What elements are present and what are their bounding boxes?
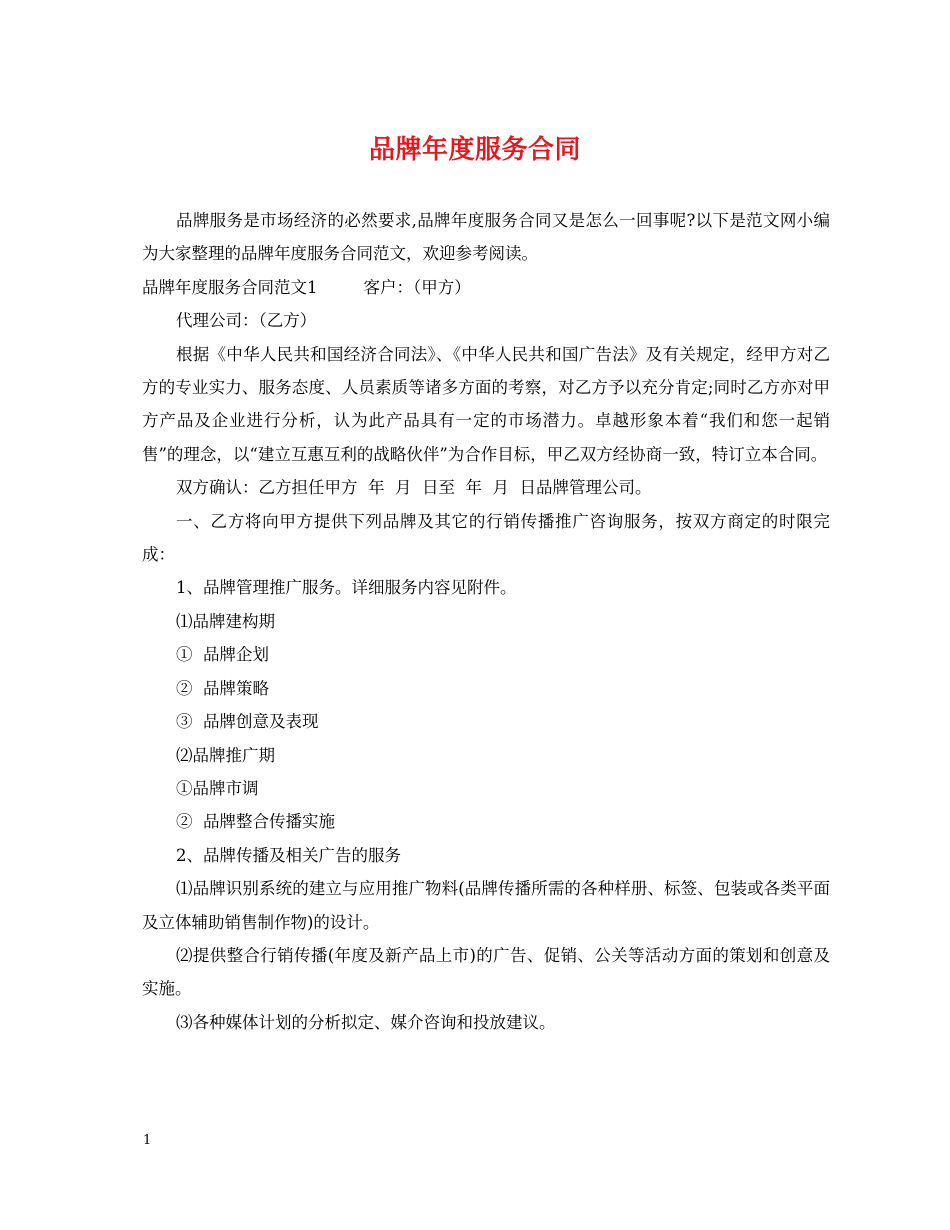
confirm-paragraph: 双方确认：乙方担任甲方 年 月 日至 年 月 日品牌管理公司。 [176,478,652,498]
clause-one: 一、乙方将向甲方提供下列品牌及其它的行销传播推广咨询服务，按双方商定的时限完成： [142,511,830,565]
list-item: ⑵品牌推广期 [176,745,275,765]
page-number: 1 [143,1133,152,1148]
sample-heading: 品牌年度服务合同范文1 [142,277,318,297]
basis-paragraph: 根据《中华人民共和国经济合同法》、《中华人民共和国广告法》及有关规定，经甲方对乙方的专业实力、服务态度、人员素质等诸多方面的考察，对乙方予以充分肯定;同时乙方亦对甲方产品及企业进行分析，认为此产品具有一定的市场潜力。卓越形象本着“我们和您一起销售”的理念，以“建立互惠互利的战略伙伴”为合作目标，甲乙双方经协商一致，特订立本合同。 [142,344,830,464]
list-item: ⑵提供整合行销传播(年度及新产品上市)的广告、促销、公关等活动方面的策划和创意及实施。 [142,945,830,999]
list-item: ③ 品牌创意及表现 [176,712,319,732]
list-item: 2、品牌传播及相关广告的服务 [176,845,401,865]
list-item: 1、品牌管理推广服务。详细服务内容见附件。 [176,578,517,598]
list-item: ⑴品牌识别系统的建立与应用推广物料(品牌传播所需的各种样册、标签、包装或各类平面及立体辅助销售制作物)的设计。 [142,879,830,932]
agency-party: 代理公司：（乙方） [176,311,317,331]
document-title: 品牌年度服务合同 [368,135,581,165]
list-item: ⑶各种媒体计划的分析拟定、媒介咨询和投放建议。 [176,1012,556,1032]
list-item: ①品牌市调 [176,778,259,798]
sample-heading-line [142,271,830,304]
list-item: ⑴品牌建构期 [176,611,275,631]
client-party: 客户：（甲方） [363,277,471,297]
list-item: ① 品牌企划 [176,645,269,665]
document-body [142,204,830,1039]
intro-paragraph: 品牌服务是市场经济的必然要求,品牌年度服务合同又是怎么一回事呢?以下是范文网小编为大家整理的品牌年度服务合同范文，欢迎参考阅读。 [142,211,830,264]
list-item: ② 品牌策略 [176,678,269,698]
list-item: ② 品牌整合传播实施 [176,812,335,832]
